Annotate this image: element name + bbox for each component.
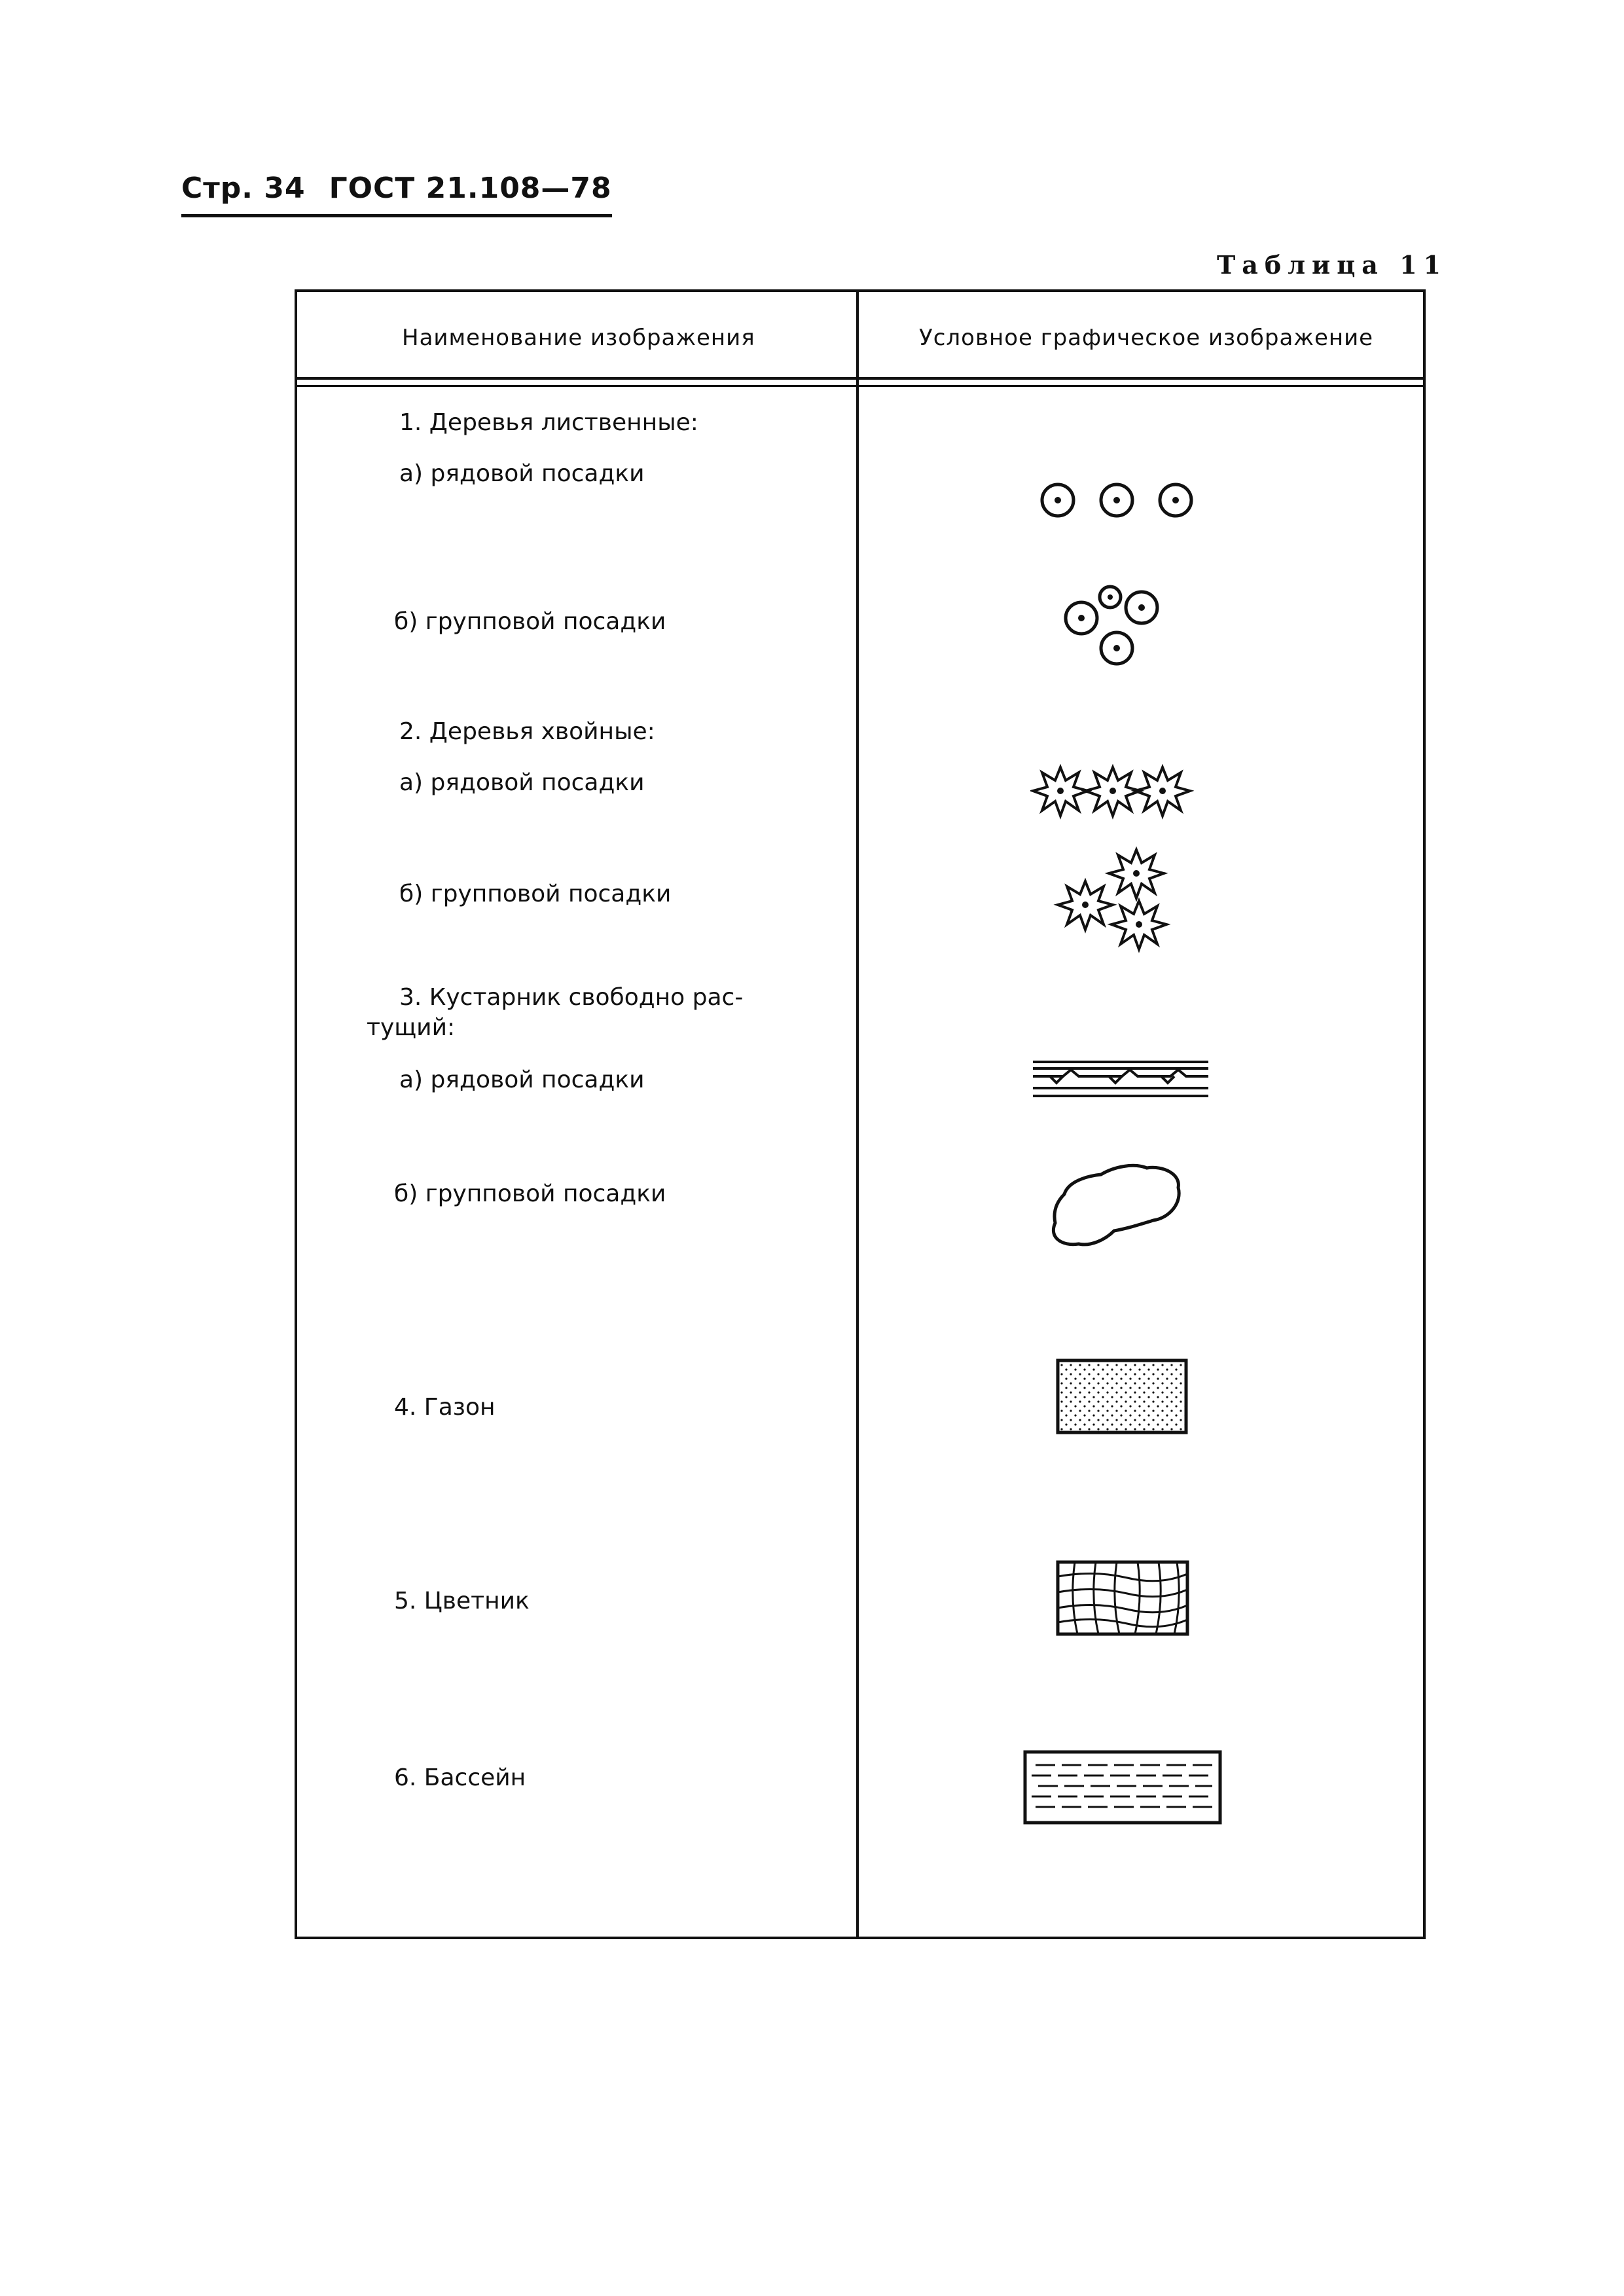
row-flowerbed: 5. Цветник <box>394 1588 530 1614</box>
column-divider <box>856 292 859 1937</box>
shrub-group-icon <box>1042 1155 1193 1260</box>
column-header-name: Наименование изображения <box>402 325 755 351</box>
row-heading-shrub: 3. Кустарник свободно рас- <box>399 984 744 1011</box>
conifer-group-icon <box>1050 845 1194 962</box>
row-conifer-row: а) рядовой посадки <box>399 769 645 796</box>
column-header-symbol: Условное графическое изображение <box>919 325 1374 351</box>
row-lawn: 4. Газон <box>394 1394 496 1421</box>
row-conifer-group: б) групповой посадки <box>399 881 672 907</box>
table-caption: Таблица 11 <box>1216 250 1447 280</box>
page-number: Стр. 34 <box>181 172 306 205</box>
flowerbed-icon <box>1055 1559 1190 1638</box>
document-code: ГОСТ 21.108—78 <box>329 172 612 205</box>
pool-icon <box>1022 1749 1224 1828</box>
row-shrub-row: а) рядовой посадки <box>399 1066 645 1093</box>
shrub-row-icon <box>1030 1057 1214 1109</box>
row-shrub-group: б) групповой посадки <box>394 1180 666 1207</box>
row-heading-conifer: 2. Деревья хвойные: <box>399 718 655 745</box>
row-heading-deciduous: 1. Деревья лиственные: <box>399 409 698 436</box>
conifer-row-icon <box>1030 757 1194 829</box>
lawn-icon <box>1055 1358 1190 1438</box>
header-divider-double <box>297 385 1423 387</box>
header-divider <box>297 377 1423 380</box>
deciduous-group-icon <box>1056 575 1168 673</box>
page-header <box>181 172 612 217</box>
row-heading-shrub-cont: тущий: <box>367 1014 456 1041</box>
row-deciduous-row: а) рядовой посадки <box>399 460 645 487</box>
deciduous-row-icon <box>1030 471 1227 530</box>
row-pool: 6. Бассейн <box>394 1764 526 1791</box>
symbols-table <box>295 289 1426 1939</box>
row-deciduous-group: б) групповой посадки <box>394 608 666 635</box>
